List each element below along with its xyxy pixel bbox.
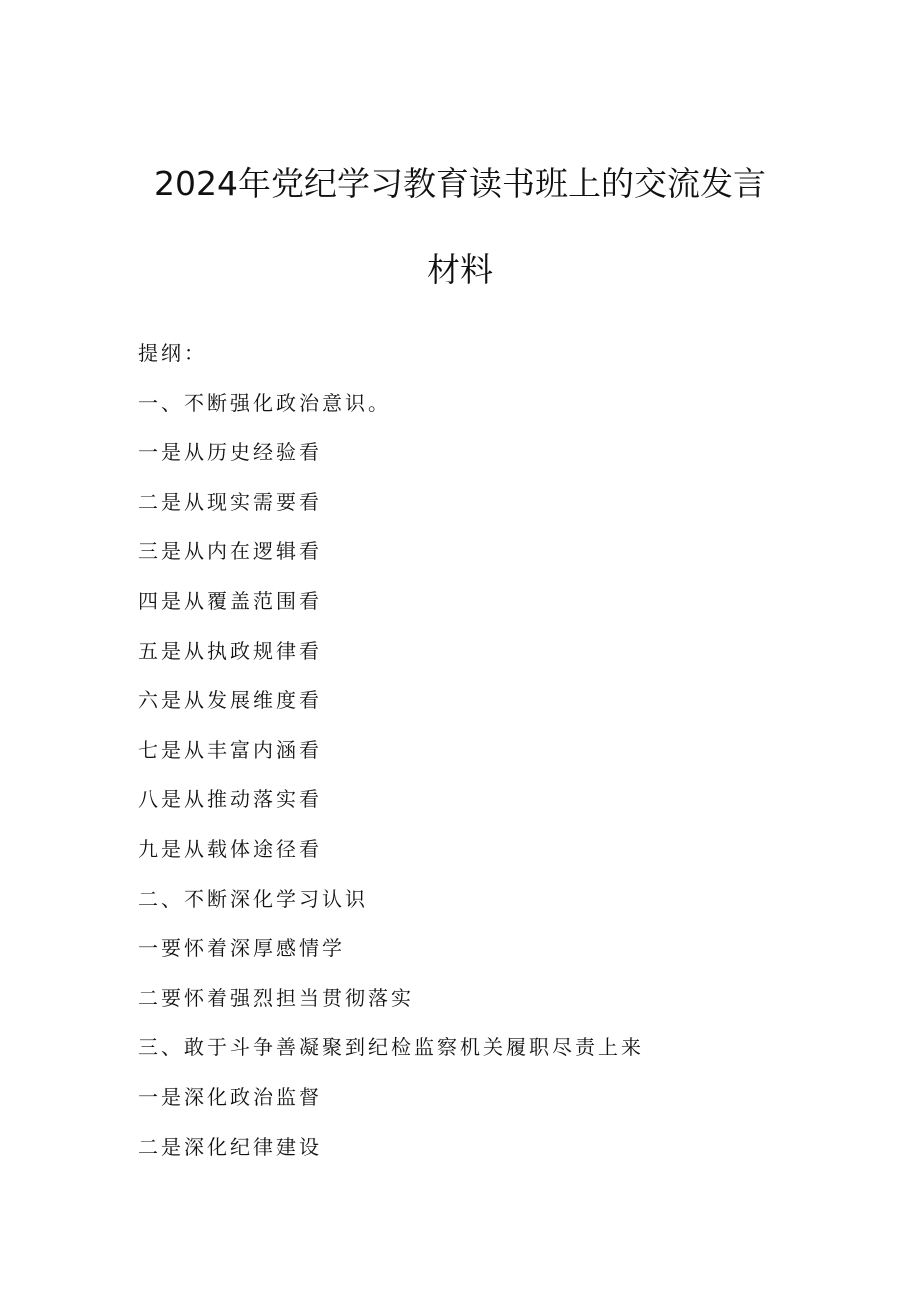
outline-list xyxy=(138,338,644,1181)
outline-item: 七是从丰富内涵看 xyxy=(138,737,322,762)
outline-section-2: 二、不断深化学习认识 xyxy=(138,886,368,911)
outline-item: 八是从推动落实看 xyxy=(138,787,322,812)
outline-item: 二是从现实需要看 xyxy=(138,489,322,514)
outline-section-3: 三、敢于斗争善凝聚到纪检监察机关履职尽责上来 xyxy=(138,1035,644,1060)
outline-section-1: 一、不断强化政治意识。 xyxy=(138,390,391,415)
outline-item: 二要怀着强烈担当贯彻落实 xyxy=(138,985,414,1010)
outline-item: 一要怀着深厚感情学 xyxy=(138,936,345,961)
outline-item: 三是从内在逻辑看 xyxy=(138,539,322,564)
outline-item: 九是从载体途径看 xyxy=(138,836,322,861)
document-title-line-2: 材料 xyxy=(427,250,493,289)
outline-item: 五是从执政规律看 xyxy=(138,638,322,663)
document-title-line-1: 2024年党纪学习教育读书班上的交流发言 xyxy=(154,164,766,203)
outline-item: 一是深化政治监督 xyxy=(138,1084,322,1109)
outline-item: 二是深化纪律建设 xyxy=(138,1134,322,1159)
outline-heading: 提纲： xyxy=(138,341,207,365)
outline-item: 一是从历史经验看 xyxy=(138,440,322,465)
outline-item: 四是从覆盖范围看 xyxy=(138,588,322,613)
outline-item: 六是从发展维度看 xyxy=(138,688,322,713)
